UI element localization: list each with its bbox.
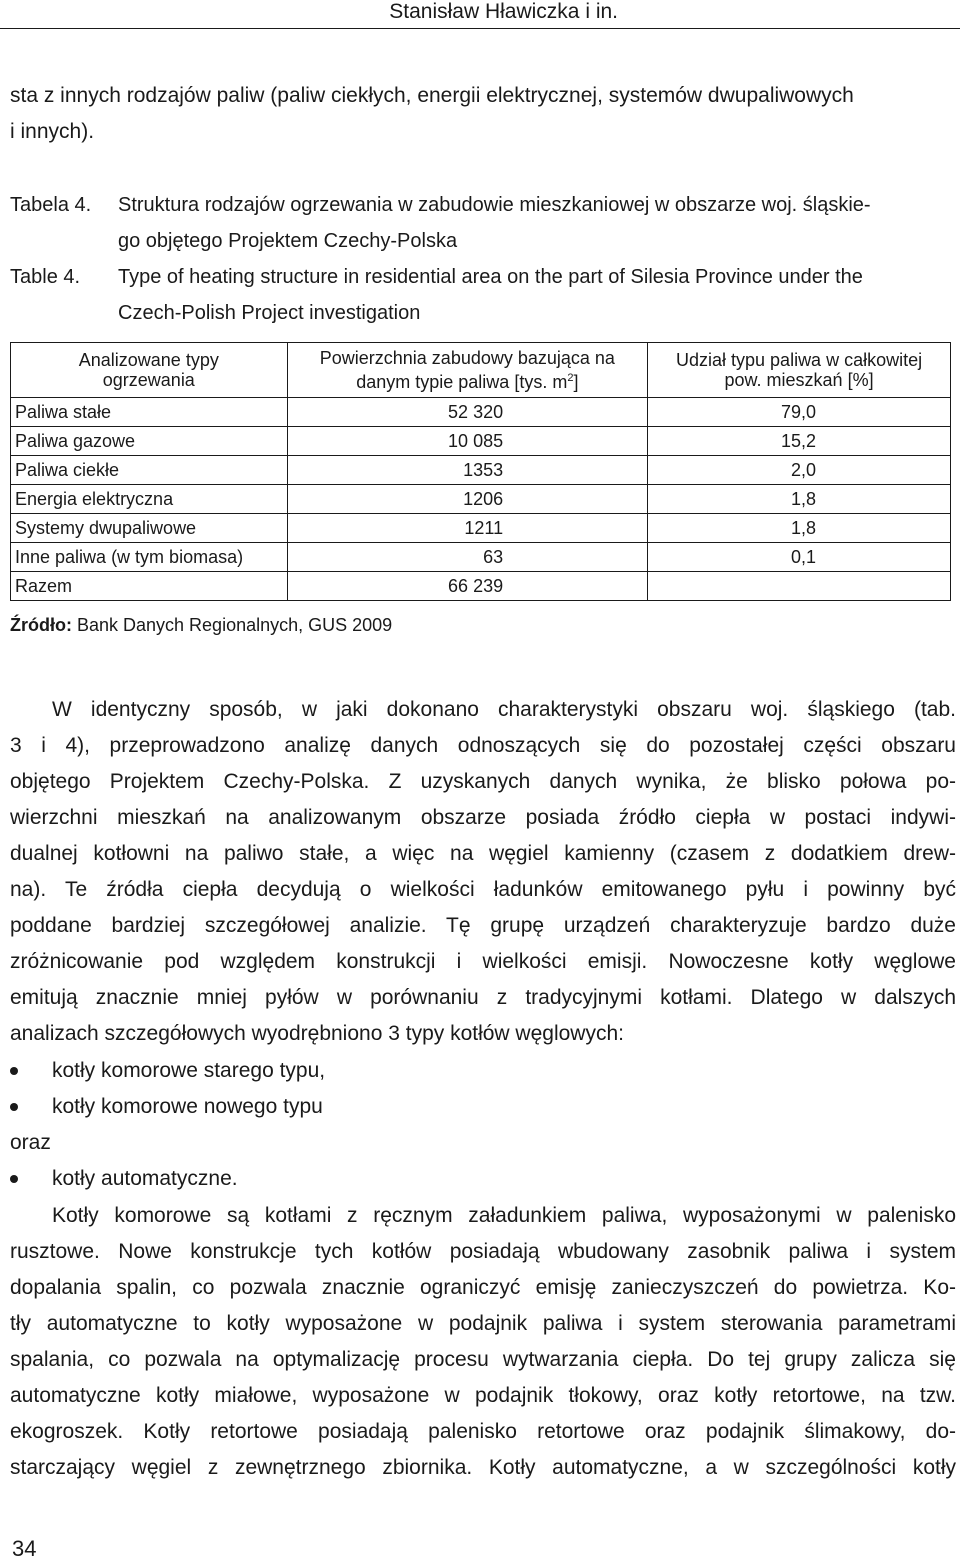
cell-area: 10 085	[287, 427, 648, 456]
cell-type: Systemy dwupaliwowe	[11, 514, 288, 543]
paragraph-line: na). Te źródła ciepła decydują o wielkości ładunków emitowanego pyłu i powinny być	[10, 878, 956, 901]
cell-area: 63	[287, 543, 648, 572]
paragraph-line: poddane bardziej szczegółowej analizie. Tę grupę urządzeń charakteryzuje bardzo duże	[10, 914, 956, 937]
header-divider	[0, 28, 960, 29]
cell-share: 0,1	[648, 543, 951, 572]
source-text: Bank Danych Regionalnych, GUS 2009	[71, 615, 393, 635]
paragraph-line: starczający węgiel z zewnętrznego zbiornika. Kotły automatyczne, a w szczególności kotły	[10, 1456, 956, 1479]
column-header-type: Analizowane typy ogrzewania	[11, 343, 288, 398]
heating-structure-table	[10, 342, 951, 601]
table-row	[11, 543, 951, 572]
table-row	[11, 456, 951, 485]
cell-area: 1353	[287, 456, 648, 485]
paragraph-line: spalania, co pozwala na optymalizację procesu wytwarzania ciepła. Do tej grupy zalicza się	[10, 1348, 956, 1371]
table-source-note	[10, 612, 392, 638]
bullet-icon	[10, 1103, 18, 1111]
cell-type: Paliwa ciekłe	[11, 456, 288, 485]
paragraph-line: rusztowe. Nowe konstrukcje tych kotłów posiadają wbudowany zasobnik paliwa i system	[10, 1240, 956, 1263]
caption-text-en: Czech-Polish Project investigation	[118, 302, 421, 324]
paragraph-line: 3 i 4), przeprowadzono analizę danych odnoszących się do pozostałej części obszaru	[10, 734, 956, 757]
connector-word: oraz	[10, 1131, 51, 1154]
paragraph-line: Kotły komorowe są kotłami z ręcznym załadunkiem paliwa, wyposażonymi w palenisko	[52, 1204, 956, 1227]
cell-share: 1,8	[648, 514, 951, 543]
intro-line: i innych).	[10, 120, 95, 143]
paragraph-line: zróżnicowanie pod względem konstrukcji i wielkości emisji. Nowoczesne kotły węglowe	[10, 950, 956, 973]
caption-label-pl: Tabela 4.	[10, 194, 92, 216]
caption-text-pl: go objętego Projektem Czechy-Polska	[118, 230, 458, 252]
table-row	[11, 514, 951, 543]
table-row	[11, 427, 951, 456]
caption-text-en: Type of heating structure in residential area on the part of Silesia Province under the	[118, 266, 863, 288]
source-label: Źródło:	[10, 615, 72, 635]
list-item: kotły komorowe nowego typu	[52, 1095, 323, 1118]
paragraph-line: W identyczny sposób, w jaki dokonano charakterystyki obszaru woj. śląskiego (tab.	[52, 698, 956, 721]
bullet-icon	[10, 1175, 18, 1183]
paragraph-line: emitują znacznie mniej pyłów w porównaniu z tradycyjnymi kotłami. Dlatego w dalszych	[10, 986, 956, 1009]
cell-type: Paliwa stałe	[11, 398, 288, 427]
paragraph-line: dualnej kotłowni na paliwo stałe, a więc na węgiel kamienny (czasem z dodatkiem drew-	[10, 842, 956, 865]
cell-share	[648, 572, 951, 601]
page-number: 34	[12, 1536, 37, 1561]
paragraph-line: objętego Projektem Czechy-Polska. Z uzyskanych danych wynika, że blisko połowa po-	[10, 770, 956, 793]
cell-share: 15,2	[648, 427, 951, 456]
cell-type: Energia elektryczna	[11, 485, 288, 514]
paragraph-line: wierzchni mieszkań na analizowanym obszarze posiada źródło ciepła w postaci indywi-	[10, 806, 956, 829]
cell-area: 1206	[287, 485, 648, 514]
table-header-row	[11, 343, 951, 398]
list-item: kotły komorowe starego typu,	[52, 1059, 326, 1082]
intro-line: sta z innych rodzajów paliw (paliw ciekłych, energii elektrycznej, systemów dwupaliwowych	[10, 84, 854, 107]
table-row	[11, 398, 951, 427]
cell-area: 1211	[287, 514, 648, 543]
cell-type: Paliwa gazowe	[11, 427, 288, 456]
caption-text-pl: Struktura rodzajów ogrzewania w zabudowie mieszkaniowej w obszarze woj. śląskie-	[118, 194, 871, 216]
paragraph-line: dopalania spalin, co pozwala znacznie ograniczyć emisję zanieczyszczeń do powietrza. Ko-	[10, 1276, 956, 1299]
cell-type: Inne paliwa (w tym biomasa)	[11, 543, 288, 572]
cell-share: 1,8	[648, 485, 951, 514]
column-header-area: Powierzchnia zabudowy bazująca na danym typie paliwa [tys. $m^2$]	[287, 343, 648, 398]
paragraph-line: tły automatyczne to kotły wyposażone w podajnik paliwa i system sterowania parametrami	[10, 1312, 956, 1335]
list-item: kotły automatyczne.	[52, 1167, 238, 1190]
cell-type: Razem	[11, 572, 288, 601]
table-row	[11, 485, 951, 514]
cell-share: 2,0	[648, 456, 951, 485]
table-row-total	[11, 572, 951, 601]
bullet-icon	[10, 1067, 18, 1075]
paragraph-line: analizach szczegółowych wyodrębniono 3 typy kotłów węglowych:	[10, 1022, 624, 1045]
caption-label-en: Table 4.	[10, 266, 81, 288]
paragraph-line: automatyczne kotły miałowe, wyposażone w podajnik tłokowy, oraz kotły retortowe, na tzw.	[10, 1384, 956, 1407]
cell-area: 66 239	[287, 572, 648, 601]
paragraph-line: ekogroszek. Kotły retortowe posiadają palenisko retortowe oraz podajnik ślimakowy, do-	[10, 1420, 956, 1443]
column-header-share: Udział typu paliwa w całkowitej pow. mieszkań [%]	[648, 343, 951, 398]
cell-share: 79,0	[648, 398, 951, 427]
running-header: Stanisław Hławiczka i in.	[389, 0, 618, 23]
cell-area: 52 320	[287, 398, 648, 427]
